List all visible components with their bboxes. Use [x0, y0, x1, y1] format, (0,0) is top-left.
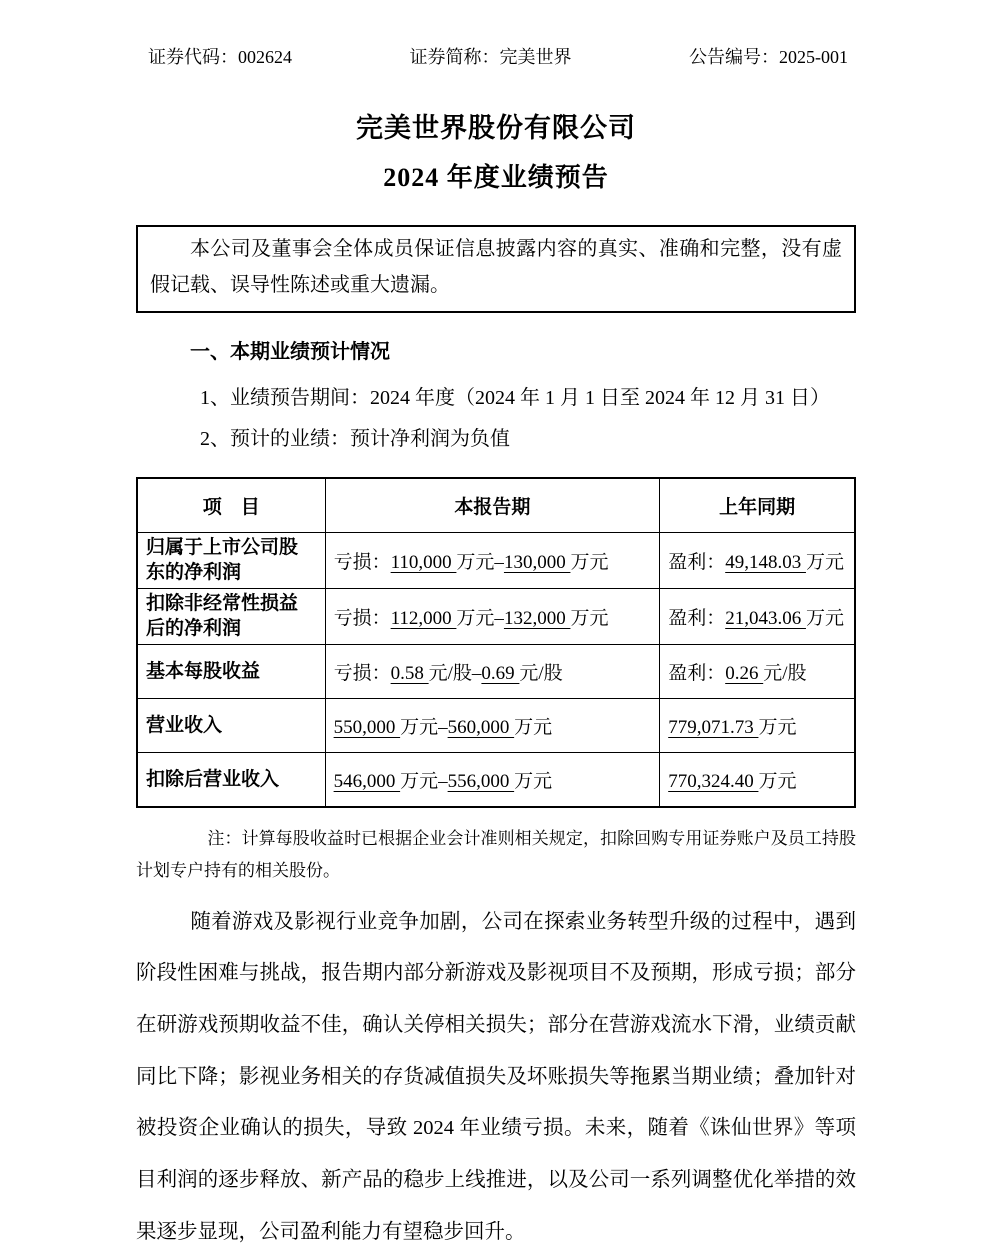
eps-note: 注：计算每股收益时已根据企业会计准则相关规定，扣除回购专用证券账户及员工持股计划专户持有的相关股份。	[136, 829, 856, 881]
performance-explanation: 随着游戏及影视行业竞争加剧，公司在探索业务转型升级的过程中，遇到阶段性困难与挑战，报告期内部分新游戏及影视项目不及预期，形成亏损；部分在研游戏预期收益不佳，确认关停相关损失；部分在营游戏流水下滑，业绩贡献同比下降；影视业务相关的存货减值损失及坏账损失等拖累当期业绩；叠加针对被投资企业确认的损失，导致 2024 年业绩亏损。未来，随着《诛仙世界》等项目利润的逐步释放、新产品的稳步上线推进，以及公司一系列调整优化举措的效果逐步显现，公司盈利能力有望稳步回升。	[136, 910, 856, 1243]
stock-code: 证券代码：002624	[148, 47, 292, 67]
row-item-label: 归属于上市公司股东的净利润	[137, 532, 325, 588]
row-item-label: 扣除非经常性损益后的净利润	[137, 588, 325, 644]
forecast-period-item: 1、业绩预告期间：2024 年度（2024 年 1 月 1 日至 2024 年 12 月 31 日）	[200, 386, 830, 409]
forecast-table-body	[137, 532, 855, 807]
current-period-value: 亏损：0.58 元/股–0.69 元/股	[325, 645, 660, 699]
table-row	[137, 753, 855, 808]
current-period-value: 550,000 万元–560,000 万元	[325, 699, 660, 753]
table-row	[137, 588, 855, 644]
prior-period-value: 770,324.40 万元	[660, 753, 855, 808]
row-item-label: 扣除后营业收入	[137, 753, 325, 808]
current-period-value: 546,000 万元–556,000 万元	[325, 753, 660, 808]
current-period-value: 亏损：110,000 万元–130,000 万元	[325, 532, 660, 588]
disclaimer-text: 本公司及董事会全体成员保证信息披露内容的真实、准确和完整，没有虚假记载、误导性陈述或重大遗漏。	[150, 237, 842, 296]
prior-period-value: 779,071.73 万元	[660, 699, 855, 753]
row-item-label: 基本每股收益	[137, 645, 325, 699]
prior-period-value: 盈利：21,043.06 万元	[660, 588, 855, 644]
prior-period-value: 盈利：49,148.03 万元	[660, 532, 855, 588]
disclaimer-box	[136, 225, 856, 313]
table-header-row	[137, 478, 855, 533]
column-header-prior-period: 上年同期	[660, 478, 855, 533]
announcement-number: 公告编号：2025-001	[689, 47, 848, 67]
document-header-row	[136, 46, 856, 69]
announcement-title: 2024 年度业绩预告	[383, 162, 609, 192]
performance-forecast-table	[136, 477, 856, 809]
column-header-current-period: 本报告期	[325, 478, 660, 533]
stock-abbreviation: 证券简称：完美世界	[409, 47, 572, 67]
current-period-value: 亏损：112,000 万元–132,000 万元	[325, 588, 660, 644]
company-title: 完美世界股份有限公司	[356, 112, 636, 143]
table-row	[137, 699, 855, 753]
forecast-result-item: 2、预计的业绩：预计净利润为负值	[200, 427, 510, 450]
column-header-item: 项 目	[137, 478, 325, 533]
prior-period-value: 盈利：0.26 元/股	[660, 645, 855, 699]
row-item-label: 营业收入	[137, 699, 325, 753]
table-row	[137, 532, 855, 588]
section-heading: 一、本期业绩预计情况	[190, 340, 390, 363]
table-row	[137, 645, 855, 699]
